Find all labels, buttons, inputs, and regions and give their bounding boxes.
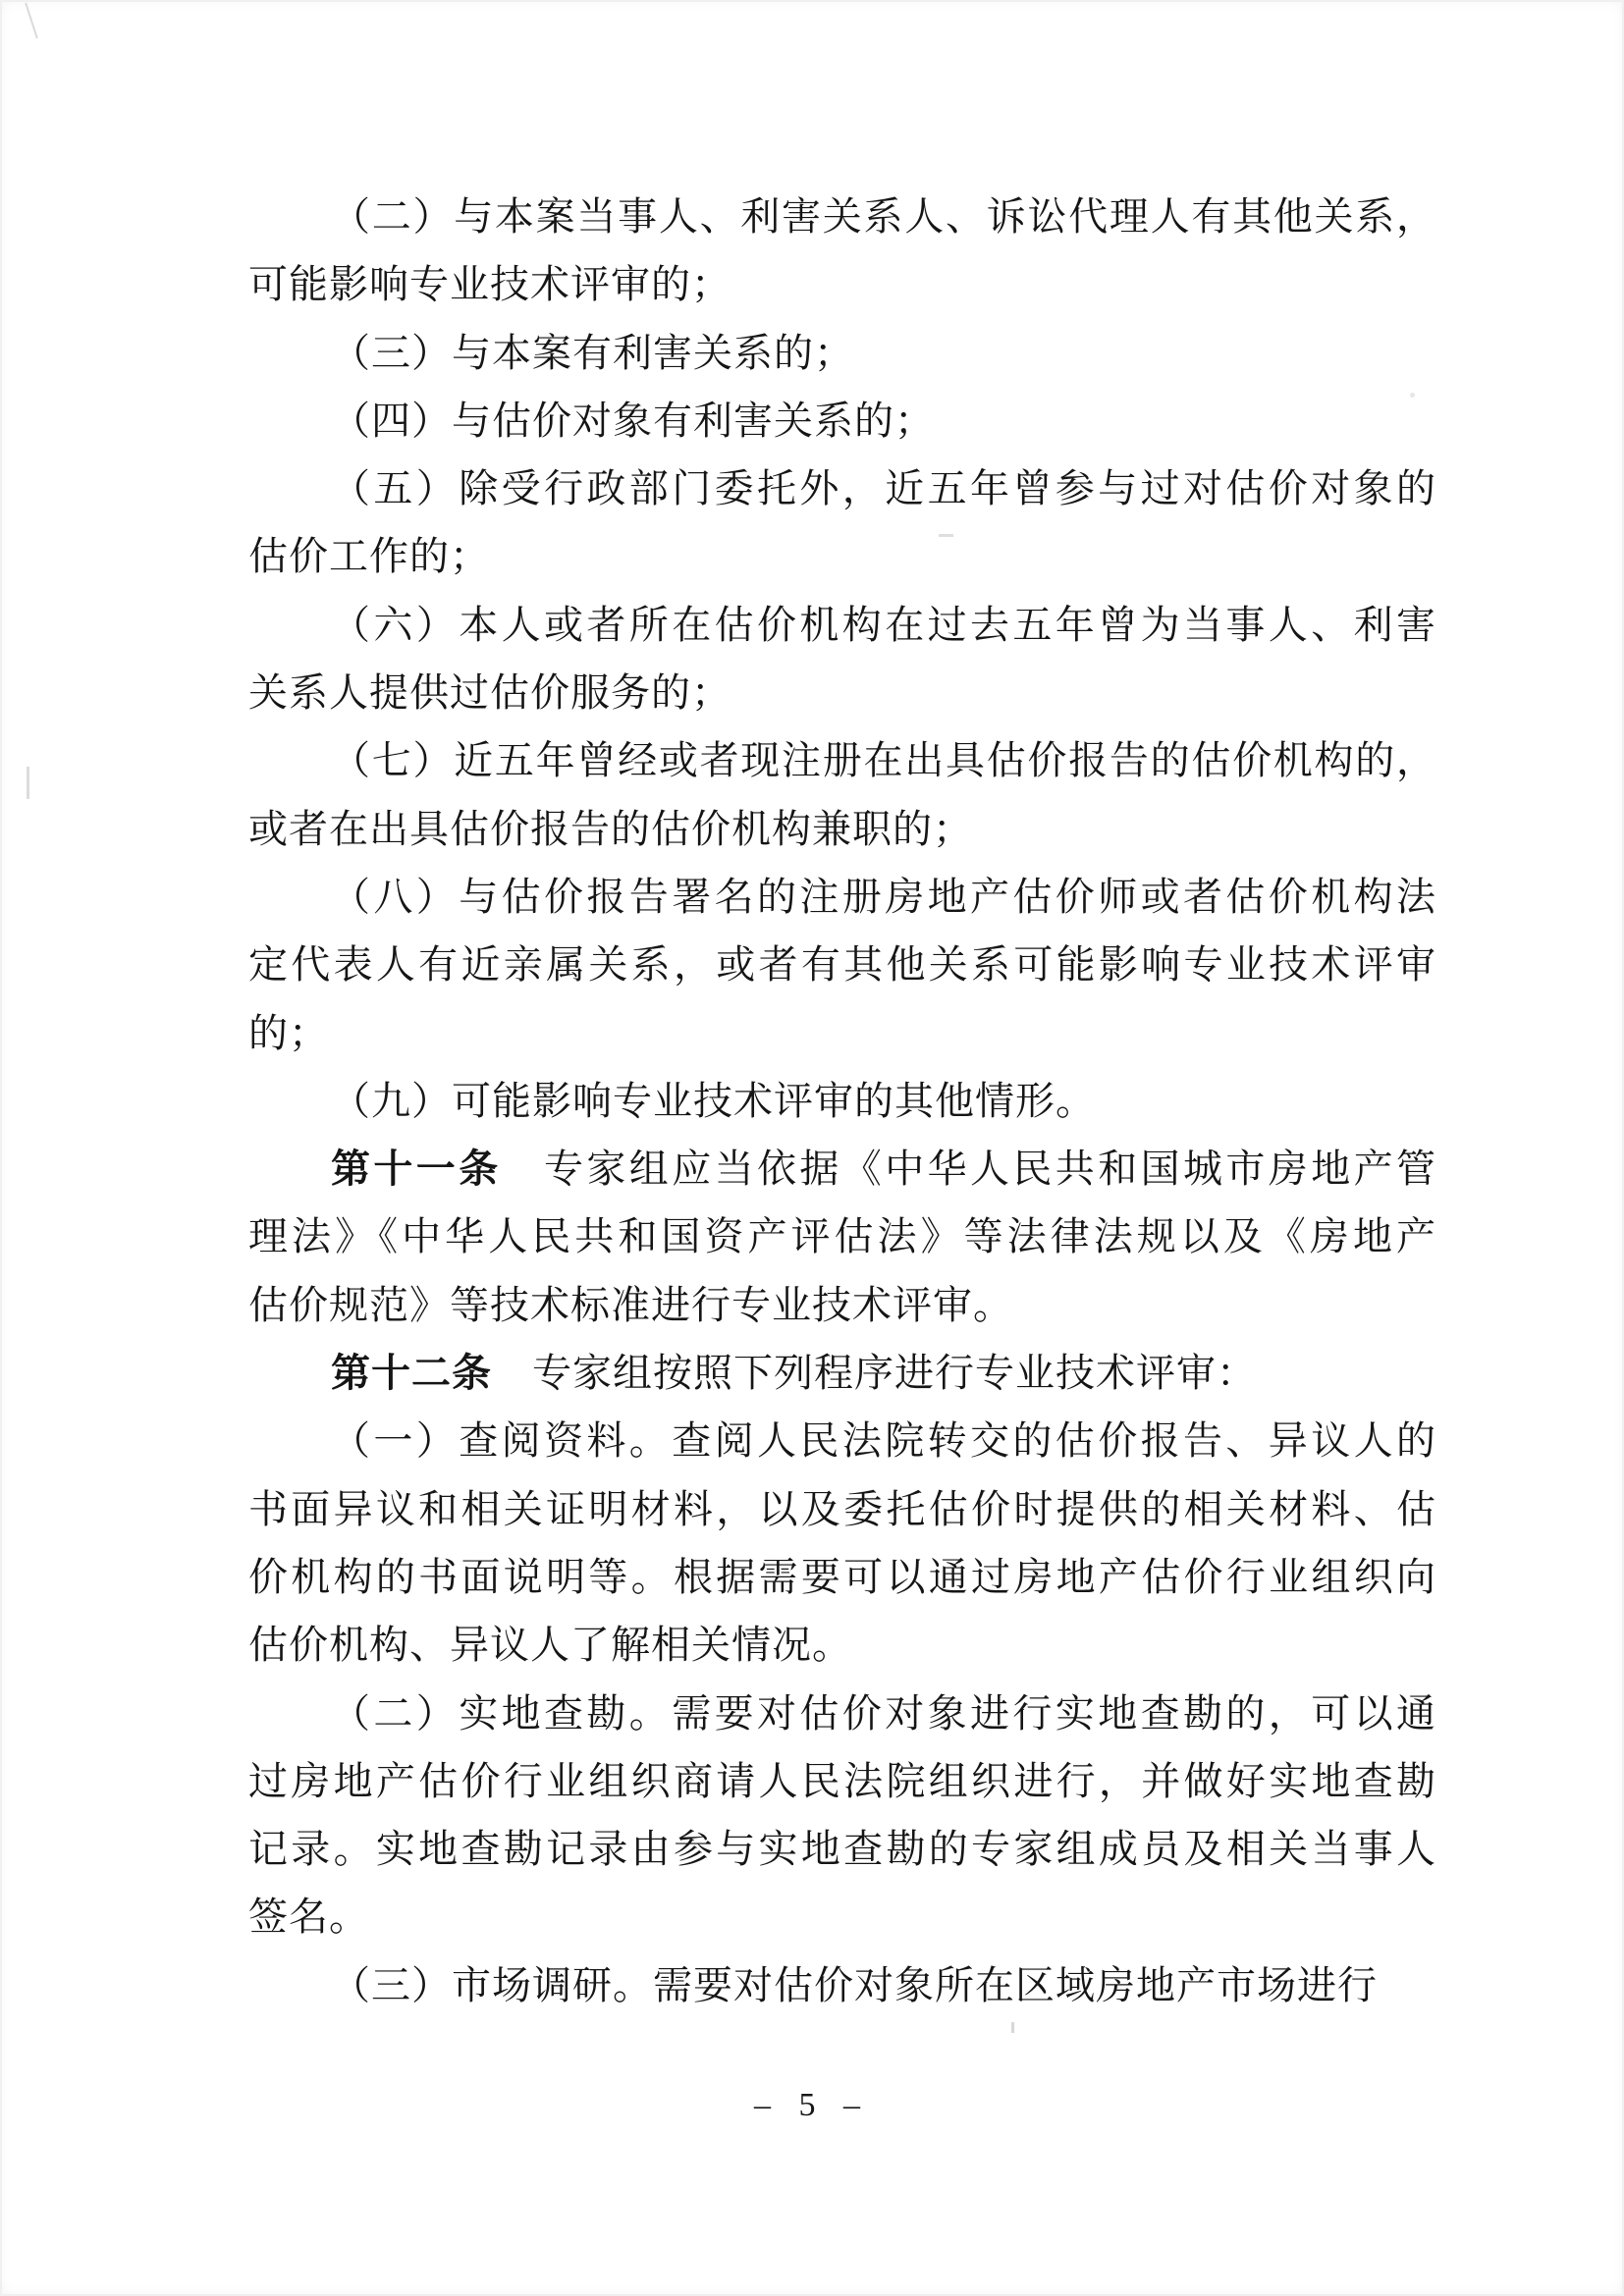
scan-artifact xyxy=(1011,2022,1014,2033)
text-line: 的； xyxy=(248,1010,329,1055)
text-line: 价机构的书面说明等。根据需要可以通过房地产估价行业组织向 xyxy=(248,1554,1436,1599)
text-line: 估价工作的； xyxy=(248,534,490,579)
text-line: 第十一条 专家组应当依据《中华人民共和国城市房地产管 xyxy=(331,1147,1437,1192)
text-line: （五）除受行政部门委托外，近五年曾参与过对估价对象的 xyxy=(331,466,1436,511)
text-line: 过房地产估价行业组织商请人民法院组织进行，并做好实地查勘 xyxy=(248,1758,1436,1803)
page-number: – 5 – xyxy=(754,2087,870,2123)
text-line: （六）本人或者所在估价机构在过去五年曾为当事人、利害 xyxy=(331,602,1436,647)
scan-artifact xyxy=(25,3,38,39)
text-line: 书面异议和相关证明材料，以及委托估价时提供的相关材料、估 xyxy=(248,1486,1436,1531)
text-line: 估价机构、异议人了解相关情况。 xyxy=(248,1623,852,1668)
text-line: 可能影响专业技术评审的； xyxy=(248,262,731,307)
text-line: 或者在出具估价报告的估价机构兼职的； xyxy=(248,806,973,851)
text-line: （四）与估价对象有利害关系的； xyxy=(331,398,935,443)
text-line: 定代表人有近亲属关系，或者有其他关系可能影响专业技术评审 xyxy=(248,942,1436,988)
text-line: （一）查阅资料。查阅人民法院转交的估价报告、异议人的 xyxy=(331,1418,1436,1464)
text-line: 估价规范》等技术标准进行专业技术评审。 xyxy=(248,1282,1013,1327)
text-line: （九）可能影响专业技术评审的其他情形。 xyxy=(331,1078,1096,1123)
text-line: 签名。 xyxy=(248,1895,369,1940)
text-line: 理法》《中华人民共和国资产评估法》等法律法规以及《房地产 xyxy=(248,1214,1436,1259)
text-line: （七）近五年曾经或者现注册在出具估价报告的估价机构的， xyxy=(331,738,1436,783)
scan-artifact xyxy=(27,767,29,799)
text-line: （八）与估价报告署名的注册房地产估价师或者估价机构法 xyxy=(331,874,1436,919)
text-line: （二）实地查勘。需要对估价对象进行实地查勘的，可以通 xyxy=(331,1690,1436,1735)
clause-number: 第十一条 xyxy=(331,1147,502,1192)
text-line: 关系人提供过估价服务的； xyxy=(248,670,731,716)
document-body xyxy=(248,183,1436,2019)
text-line: 第十二条 专家组按照下列程序进行专业技术评审： xyxy=(331,1351,1257,1396)
text-line: 记录。实地查勘记录由参与实地查勘的专家组成员及相关当事人 xyxy=(248,1827,1436,1872)
text-line: （三）与本案有利害关系的； xyxy=(331,330,854,375)
text-line: （三）市场调研。需要对估价对象所在区域房地产市场进行 xyxy=(331,1962,1378,2007)
clause-number: 第十二条 xyxy=(331,1351,492,1396)
text-line: （二）与本案当事人、利害关系人、诉讼代理人有其他关系， xyxy=(331,194,1436,239)
